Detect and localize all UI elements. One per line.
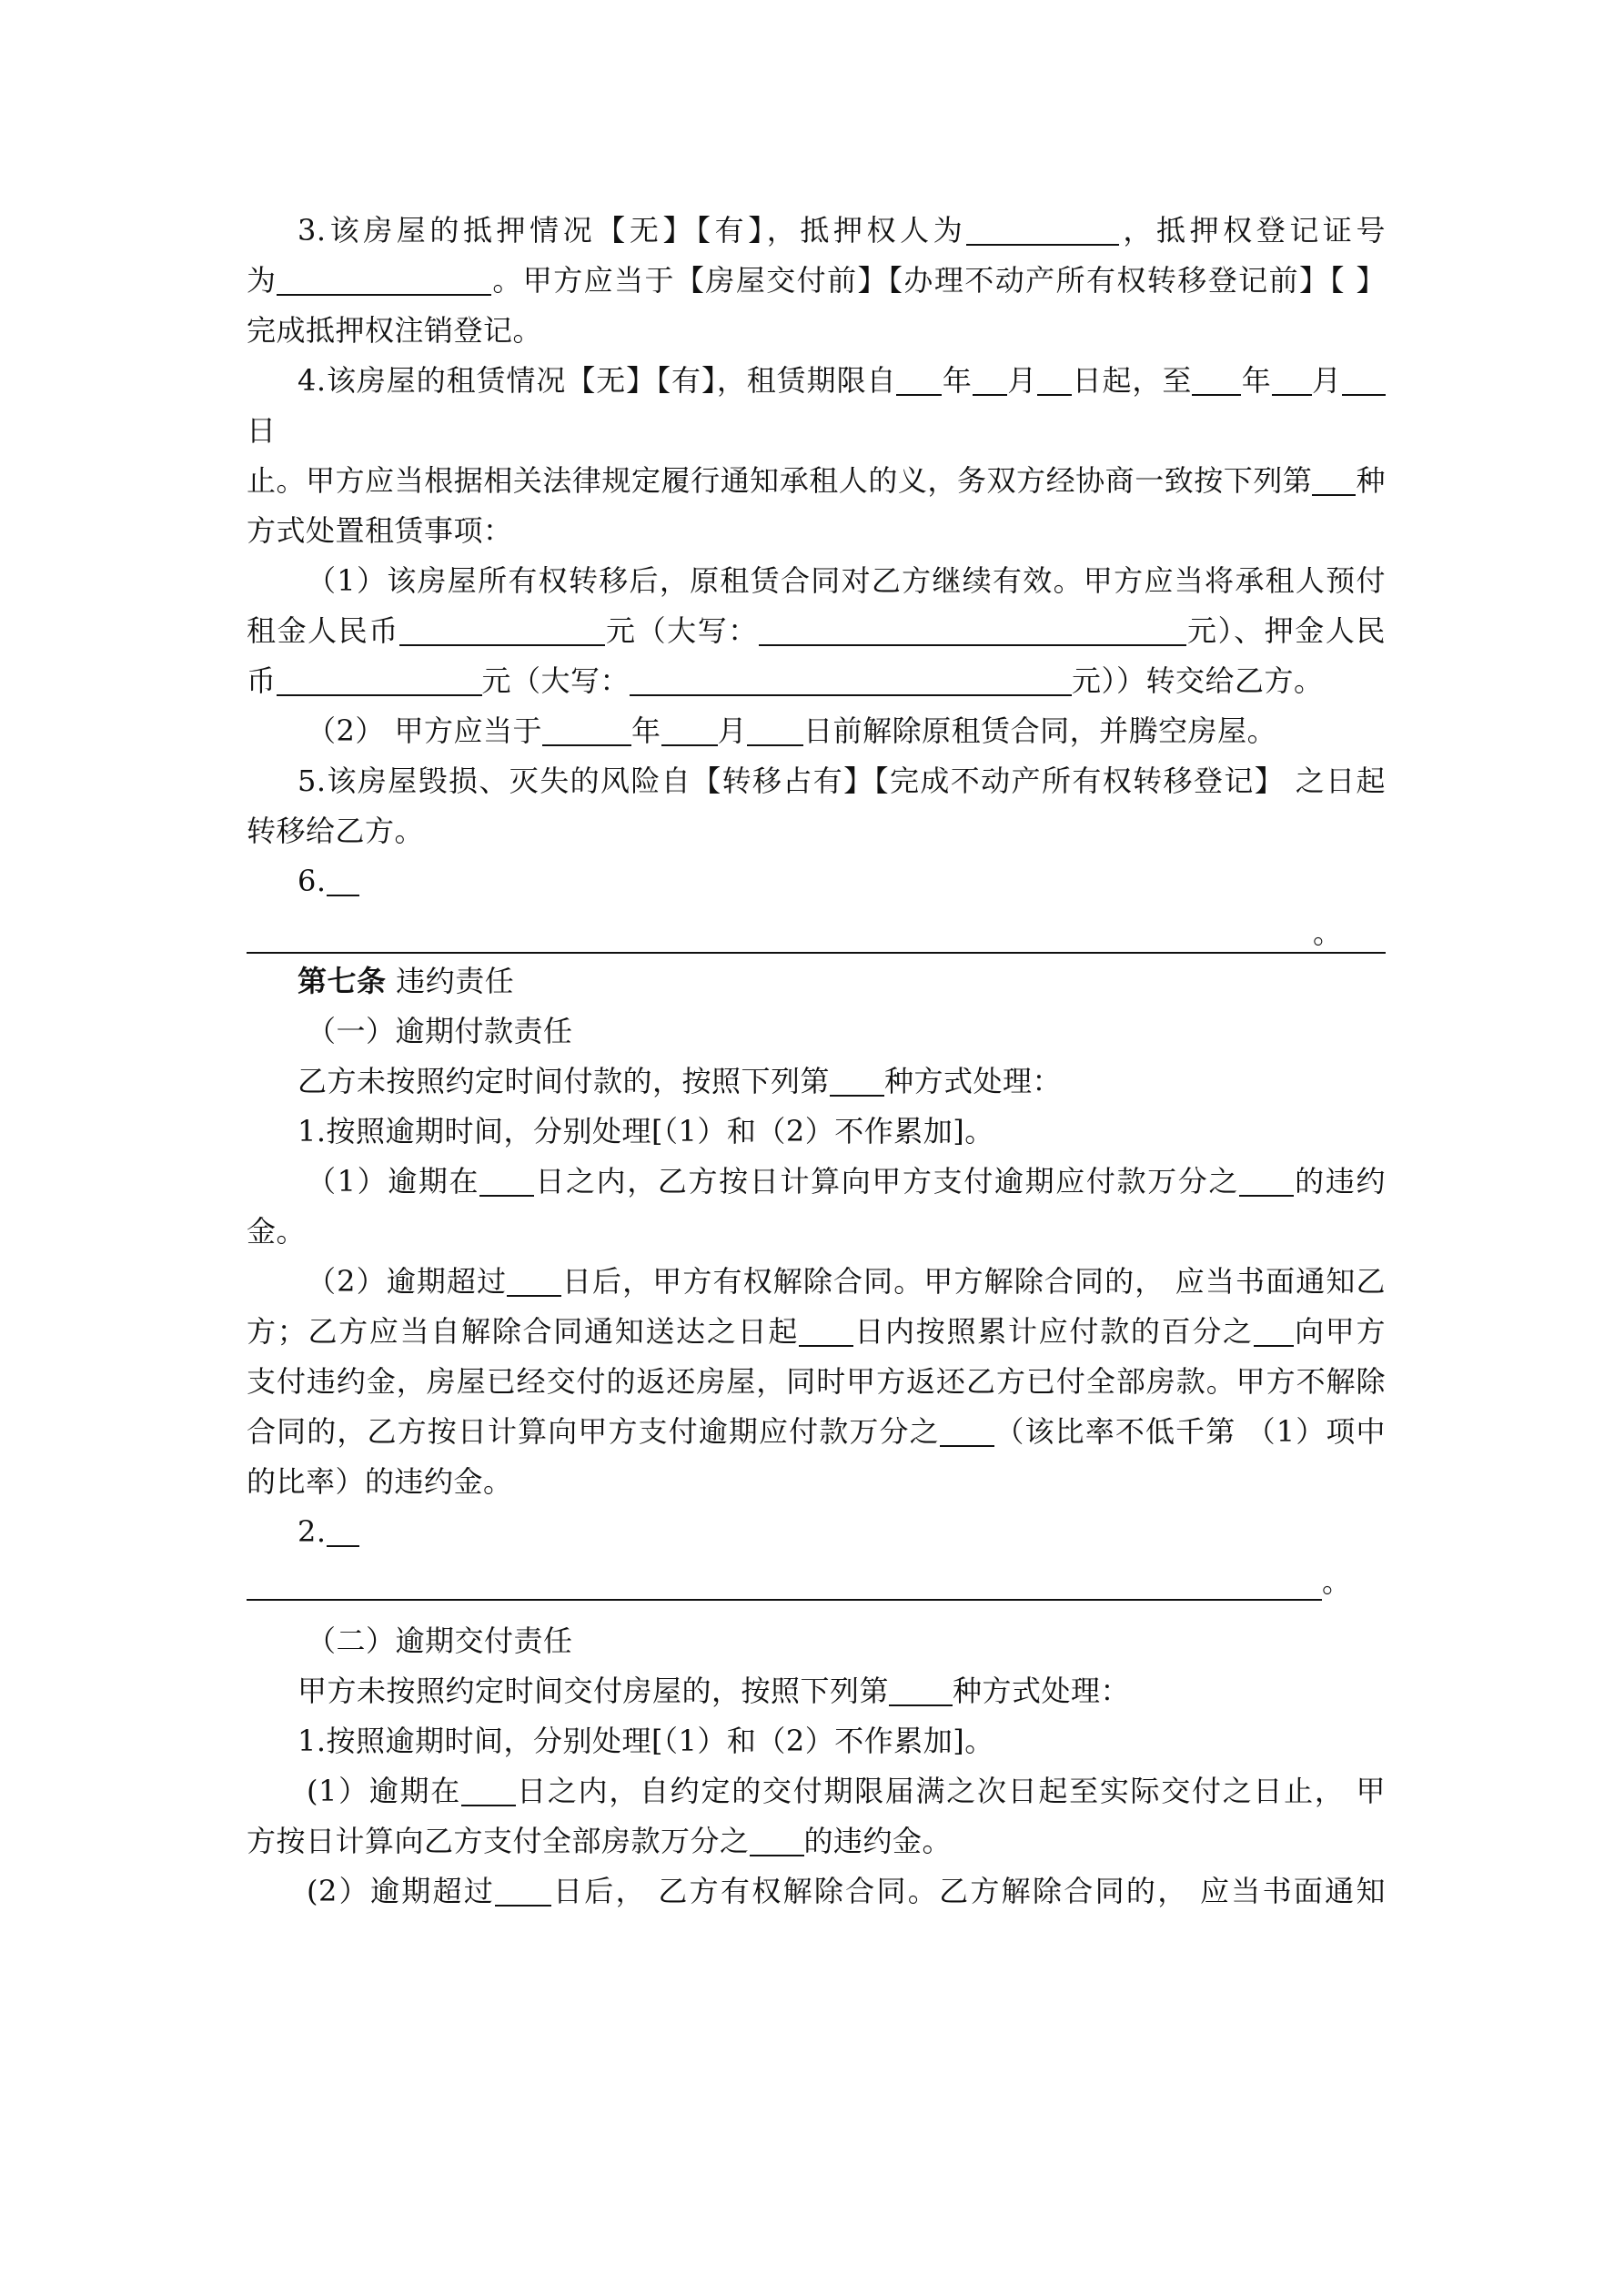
late-payment-item-2-fill-line[interactable] [247,1557,1386,1607]
late-payment-heading: （一）逾期付款责任 [307,1014,573,1048]
mortgagee-blank[interactable] [966,213,1119,246]
late-payment-1-2-line-4: 合同的，乙方按日计算向甲方支付逾期应付款万分之 （该比率不低千第 （1）项中 [247,1414,1386,1449]
late-payment-item-1: 1.按照逾期时间，分别处理[（1）和（2）不作累加]。 [298,1114,994,1148]
late-delivery-1-2-line-1: (2）逾期超过 日后， 乙方有权解除合同。乙方解除合同的， 应当书面通知 [307,1874,1386,1908]
late-payment-over-days-blank[interactable] [507,1264,561,1297]
contract-body [247,206,1386,1917]
lease-end-month-blank[interactable] [1272,363,1312,396]
clause-5-line-1: 5.该房屋毁损、灭失的风险自【转移占有】【完成不动产所有权转移登记】 之日起 [298,764,1386,798]
mortgage-cert-blank[interactable] [277,263,491,296]
terminate-day-blank[interactable] [747,713,803,746]
clause-3-line-2: 为 。甲方应当于【房屋交付前】【办理不动产所有权转移登记前】【 】 [247,263,1386,298]
late-payment-option-blank[interactable] [830,1064,884,1097]
late-payment-intro: 乙方未按照约定时间付款的，按照下列第 种方式处理： [298,1064,1063,1098]
late-delivery-1-1-line-2: 方按日计算向乙方支付全部房款万分之 的违约金。 [247,1824,953,1858]
clause-6-line-1: 6. [247,856,1386,906]
late-delivery-days-blank[interactable] [461,1774,516,1806]
late-payment-notice-days-blank[interactable] [799,1314,853,1347]
late-payment-1-2-line-3: 支付违约金，房屋已经交付的返还房屋，同时甲方返还乙方已付全部房款。甲方不解除 [247,1364,1386,1399]
clause-5-line-2: 转移给乙方。 [247,814,425,848]
lease-start-month-blank[interactable] [973,363,1007,396]
late-payment-1-1-line-1: （1）逾期在 日之内，乙方按日计算向甲方支付逾期应付款万分之 的违约 [307,1164,1386,1199]
late-payment-days-blank[interactable] [479,1164,534,1197]
terminate-month-blank[interactable] [661,713,718,746]
late-payment-item-2-period: 。 [1322,1564,1352,1599]
clause-4-line-1: 4.该房屋的租赁情况【无】【有】，租赁期限自 年 月 日起，至 年 月日 [247,356,1386,456]
lease-option-blank[interactable] [1312,463,1356,496]
clause-3-line-3: 完成抵押权注销登记。 [247,313,543,348]
late-payment-item-2: 2. [247,1507,1386,1557]
deposit-blank[interactable] [277,663,482,696]
deposit-words-blank[interactable] [630,663,1072,696]
late-payment-1-2-line-2: 方；乙方应当自解除合同通知送达之日起 日内按照累计应付款的百分之 向甲方 [247,1314,1386,1349]
article-7-heading: 第七条 违约责任 [298,964,515,998]
clause-3-line-1: 3.该房屋的抵押情况【无】【有】，抵押权人为 ，抵押权登记证号 [298,213,1386,248]
late-payment-1-2-line-5: 的比率）的违约金。 [247,1464,513,1499]
late-delivery-1-1-line-1: (1）逾期在 日之内，自约定的交付期限届满之次日起至实际交付之日止， 甲 [307,1774,1386,1808]
late-payment-1-2-line-1: （2）逾期超过 日后，甲方有权解除合同。甲方解除合同的， 应当书面通知乙 [307,1264,1386,1299]
lease-start-year-blank[interactable] [896,363,942,396]
lease-end-day-blank[interactable] [1342,363,1386,396]
late-delivery-item-1: 1.按照逾期时间，分别处理[（1）和（2）不作累加]。 [298,1724,994,1758]
clause-4-line-3: 方式处置租赁事项： [247,513,513,548]
lease-start-day-blank[interactable] [1037,363,1072,396]
late-payment-rate-blank[interactable] [1239,1164,1294,1197]
late-delivery-heading: （二）逾期交付责任 [307,1623,573,1658]
late-payment-item-2-blank-start[interactable] [327,1514,359,1547]
late-payment-item-2-underline [247,1599,1322,1601]
prepaid-rent-blank[interactable] [399,613,605,646]
late-payment-percent-blank[interactable] [1254,1314,1294,1347]
clause-6-period: 。 [1313,915,1343,950]
option-1-line-1: （1）该房屋所有权转移后，原租赁合同对乙方继续有效。甲方应当将承租人预付 [307,563,1386,598]
clause-6-blank-start[interactable] [327,864,359,896]
option-2-line: （2） 甲方应当于 年 月 日前解除原租赁合同，并腾空房屋。 [307,713,1277,748]
clause-6-fill-line[interactable] [247,906,1386,956]
option-1-line-2: 租金人民币 元（大写： 元）、押金人民 [247,613,1386,648]
terminate-year-blank[interactable] [542,713,631,746]
late-delivery-rate-blank[interactable] [750,1824,804,1856]
lease-end-year-blank[interactable] [1192,363,1241,396]
late-delivery-option-blank[interactable] [889,1674,953,1706]
late-delivery-over-days-blank[interactable] [495,1874,551,1907]
late-payment-1-1-line-2: 金。 [247,1214,307,1249]
clause-4-line-2: 止。甲方应当根据相关法律规定履行通知承租人的义，务双方经协商一致按下列第 种 [247,463,1386,498]
option-1-line-3: 币 元（大写： 元））转交给乙方。 [247,663,1324,698]
prepaid-rent-words-blank[interactable] [759,613,1186,646]
late-delivery-intro: 甲方未按照约定时间交付房屋的，按照下列第 种方式处理： [298,1674,1131,1708]
late-payment-daily-rate-blank[interactable] [940,1414,994,1447]
clause-6-underline [247,952,1386,954]
